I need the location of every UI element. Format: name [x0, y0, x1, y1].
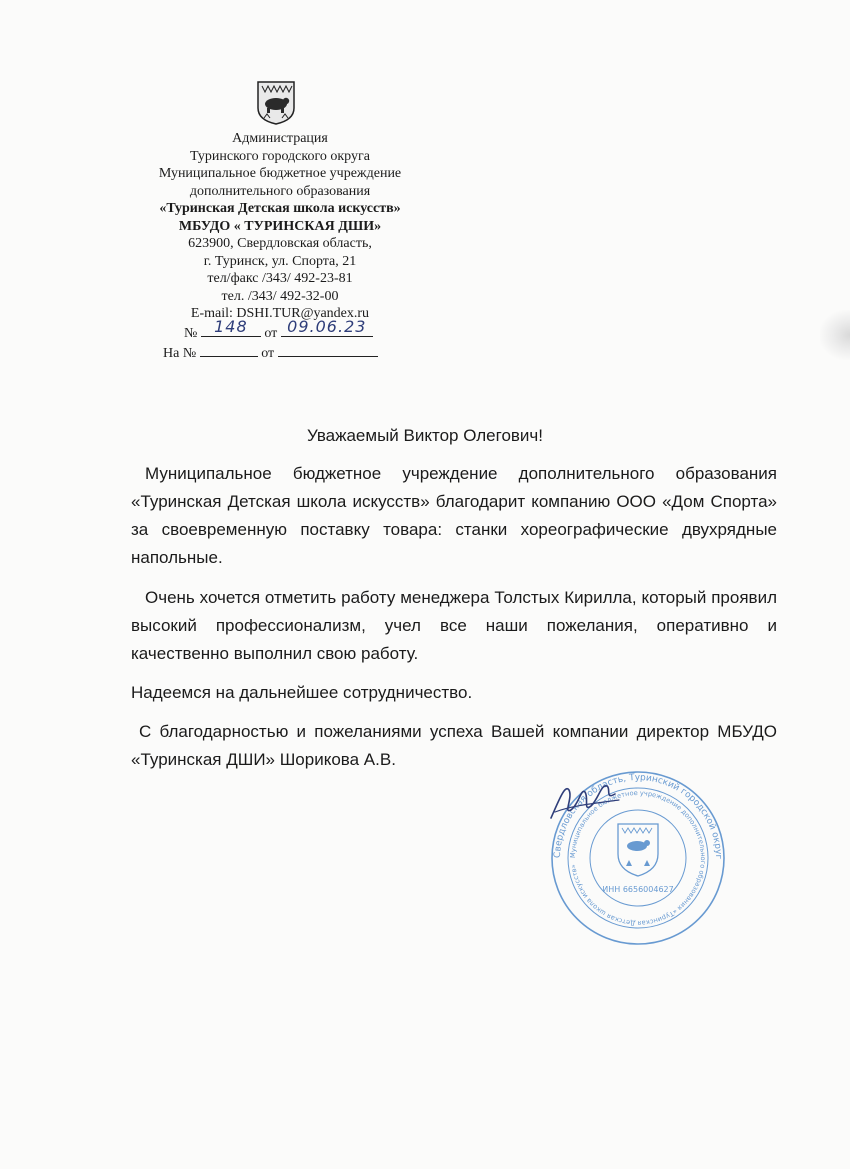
letterhead-school-name: «Туринская Детская школа искусств»	[159, 201, 401, 216]
seal-inn: ИНН 6656004627	[602, 885, 674, 894]
letterhead-district: Туринского городского округа	[190, 148, 370, 164]
paragraph-closing: С благодарностью и пожеланиями успеха Вашей компании директор МБУДО «Туринская ДШИ» Шорикова А.В.	[131, 722, 777, 769]
paragraph-manager: Очень хочется отметить работу менеджера Толстых Кирилла, который проявил высокий профессионализм, учел все наши пожелания, оперативно и качественно выполнил свою работу.	[131, 588, 777, 663]
scan-edge-shadow	[820, 310, 850, 360]
paragraph-cooperation: Надеемся на дальнейшее сотрудничество.	[131, 683, 473, 702]
outgoing-number-line	[184, 317, 373, 342]
date-handwritten: 09.06.23	[287, 317, 367, 336]
letterhead-school-short-name: МБУДО « ТУРИНСКАЯ ДШИ»	[178, 218, 382, 234]
letterhead-administration: Администрация	[232, 131, 328, 146]
date-field	[281, 317, 373, 337]
reference-date-label: от	[261, 346, 275, 361]
letterhead	[140, 130, 420, 323]
letterhead-phone-fax: тел/факс /343/ 492-23-81	[207, 271, 353, 286]
letterhead-address-street: г. Туринск, ул. Спорта, 21	[203, 253, 357, 269]
seal-middle-text: Муниципальное бюджетное учреждение дополнительного образования «Туринская Детская школа искусств»	[568, 788, 708, 928]
date-label: от	[264, 326, 278, 341]
letterhead-institution-type: Муниципальное бюджетное учреждение	[158, 166, 402, 181]
reference-date-field	[278, 342, 378, 357]
reference-number-line	[163, 342, 378, 362]
number-handwritten: 148	[214, 317, 248, 336]
seal-emblem-icon	[618, 824, 658, 876]
coat-of-arms-icon	[256, 80, 296, 126]
letterhead-phone: тел. /343/ 492-32-00	[221, 288, 339, 304]
letterhead-email: E-mail: DSHI.TUR@yandex.ru	[190, 306, 370, 321]
seal-outer-text: Свердловская область, Туринский городской округ	[552, 772, 724, 860]
letterhead-address-region: 623900, Свердловская область,	[188, 236, 372, 251]
reference-number-label: На №	[163, 346, 197, 361]
number-label: №	[184, 326, 198, 341]
reference-number-field	[200, 342, 258, 357]
director-signature	[545, 770, 625, 830]
letterhead-education-type: дополнительного образования	[189, 183, 371, 199]
greeting: Уважаемый Виктор Олегович!	[306, 426, 544, 445]
paragraph-gratitude: Муниципальное бюджетное учреждение дополнительного образования «Туринская Детская школа искусств» благодарит компанию ООО «Дом Спорта» за своевременную поставку товара: станки хореографические двухрядные напольные.	[131, 464, 777, 567]
number-field	[201, 317, 261, 337]
